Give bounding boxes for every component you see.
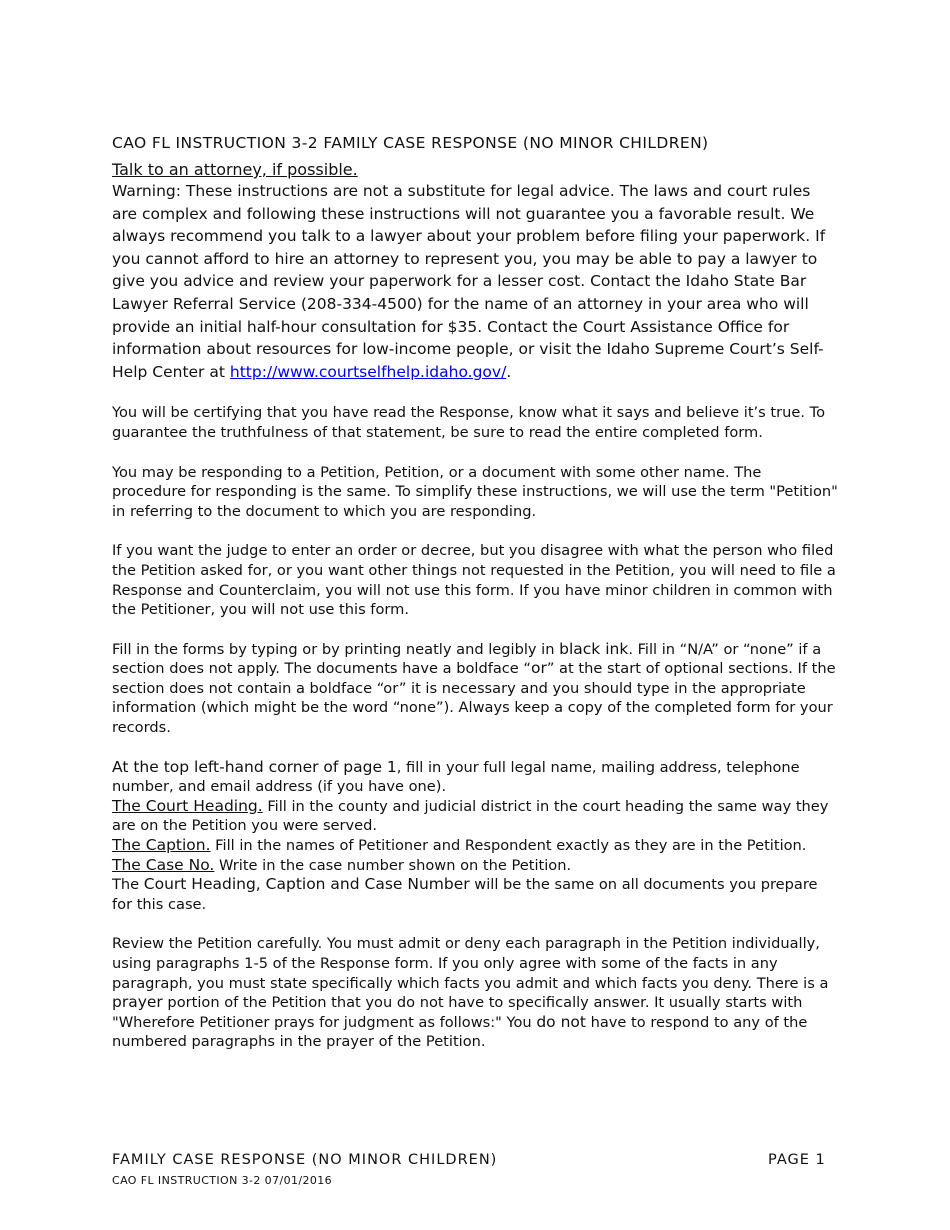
top-corner-text: , fill in your full legal name, mailing address, telephone number, and email address (if you have one). xyxy=(112,758,800,796)
top-corner-lead: At the top left-hand corner of page 1 xyxy=(112,757,397,776)
review-paragraph xyxy=(112,934,840,1052)
warning-text: Warning: These instructions are not a substitute for legal advice. The laws and court rules are complex and following these instructions will not guarantee you a favorable result. We always recommend you talk to a lawyer about your problem before filing your paperwork. If you cannot afford to hire an attorney to represent you, you may be able to pay a lawyer to give you advice and review your paperwork for a lesser cost. Contact the Idaho State Bar Lawyer Referral Service (208-334-4500) for the name of an attorney in your area who will provide an initial half-hour consultation for $35. Contact the Court Assistance Office for information about resources for low-income people, or visit the Idaho Supreme Court’s Self-Help Center at xyxy=(112,182,826,381)
court-heading-label: The Court Heading. xyxy=(112,796,263,815)
section-subhead: Talk to an attorney, if possible. xyxy=(112,160,358,179)
footer-form-name: FAMILY CASE RESPONSE (NO MINOR CHILDREN) xyxy=(112,1152,498,1168)
same-text-emphasis: Court Heading, Caption and Case Number xyxy=(143,875,470,894)
review-text-e: have to respond to any of the numbered paragraphs in the prayer of the Petition. xyxy=(112,1013,808,1051)
certify-paragraph: You will be certifying that you have read the Response, know what it says and believe it’s true. To guarantee the truthfulness of that statement, be sure to read the entire completed form. xyxy=(112,404,826,441)
fill-text-e: ” at the start of optional sections. If the section does not contain a boldface “or” it is necessary and you should type in the appropriate information (which might be the word “none”). Always keep a copy of the completed form for your records. xyxy=(112,660,836,737)
fill-text-a: Fill in the forms by typing or by printing neatly and legibly in xyxy=(112,640,560,658)
same-documents-paragraph xyxy=(112,875,840,914)
same-text-a: The xyxy=(112,876,144,894)
fill-in-paragraph xyxy=(112,640,840,738)
review-text-c: portion of the Petition that you do not have to specifically answer. It usually starts with "Wherefore Petitioner prays for judgment as follows:" You xyxy=(112,994,803,1031)
case-no-paragraph xyxy=(112,856,840,876)
self-help-center-link[interactable]: http://www.courtselfhelp.idaho.gov/ xyxy=(229,362,507,381)
footer-page-number: PAGE 1 xyxy=(768,1152,826,1168)
warning-paragraph xyxy=(112,180,840,383)
court-heading-text: Fill in the county and judicial district in the court heading the same way they are on the Petition you were served. xyxy=(112,797,829,835)
responding-paragraph: You may be responding to a Petition, Petition, or a document with some other name. The procedure for responding is the same. To simplify these instructions, we will use the term "Petition" in referring to the document to which you are responding. xyxy=(112,463,838,520)
case-no-label: The Case No. xyxy=(112,855,215,874)
footer-form-id: CAO FL INSTRUCTION 3-2 07/01/2016 xyxy=(112,1174,333,1187)
review-text-prayer: prayer xyxy=(112,993,163,1012)
caption-text: Fill in the names of Petitioner and Respondent exactly as they are in the Petition. xyxy=(210,837,807,855)
document-title: CAO FL INSTRUCTION 3-2 FAMILY CASE RESPONSE (NO MINOR CHILDREN) xyxy=(112,134,709,152)
review-text-do-not: do not xyxy=(536,1012,586,1031)
case-no-text: Write in the case number shown on the Petition. xyxy=(214,856,572,874)
fill-text-c: . Fill in “N/A” or “none” if a section does not apply. The documents have a boldface “ xyxy=(112,640,822,678)
caption-label: The Caption. xyxy=(112,836,211,855)
same-text-c: will be the same on all documents you prepare for this case. xyxy=(112,876,818,913)
court-heading-paragraph xyxy=(112,797,840,836)
caption-paragraph xyxy=(112,836,840,856)
fill-text-black-ink: black ink xyxy=(559,639,629,658)
fill-text-or: or xyxy=(531,659,547,678)
top-corner-paragraph xyxy=(112,758,840,797)
review-text-a: Review the Petition carefully. You must admit or deny each paragraph in the Petition individually, using paragraphs 1-5 of the Response form. If you only agree with some of the facts in any paragraph, you must state specifically which facts you admit and which facts you deny. There is a xyxy=(112,935,829,992)
warning-end: . xyxy=(506,362,512,381)
document-body xyxy=(112,132,840,1052)
counterclaim-paragraph: If you want the judge to enter an order or decree, but you disagree with what the person who filed the Petition asked for, or you want other things not requested in the Petition, you will need to file a Response and Counterclaim, you will not use this form. If you have minor children in common with the Petitioner, you will not use this form. xyxy=(112,542,836,619)
